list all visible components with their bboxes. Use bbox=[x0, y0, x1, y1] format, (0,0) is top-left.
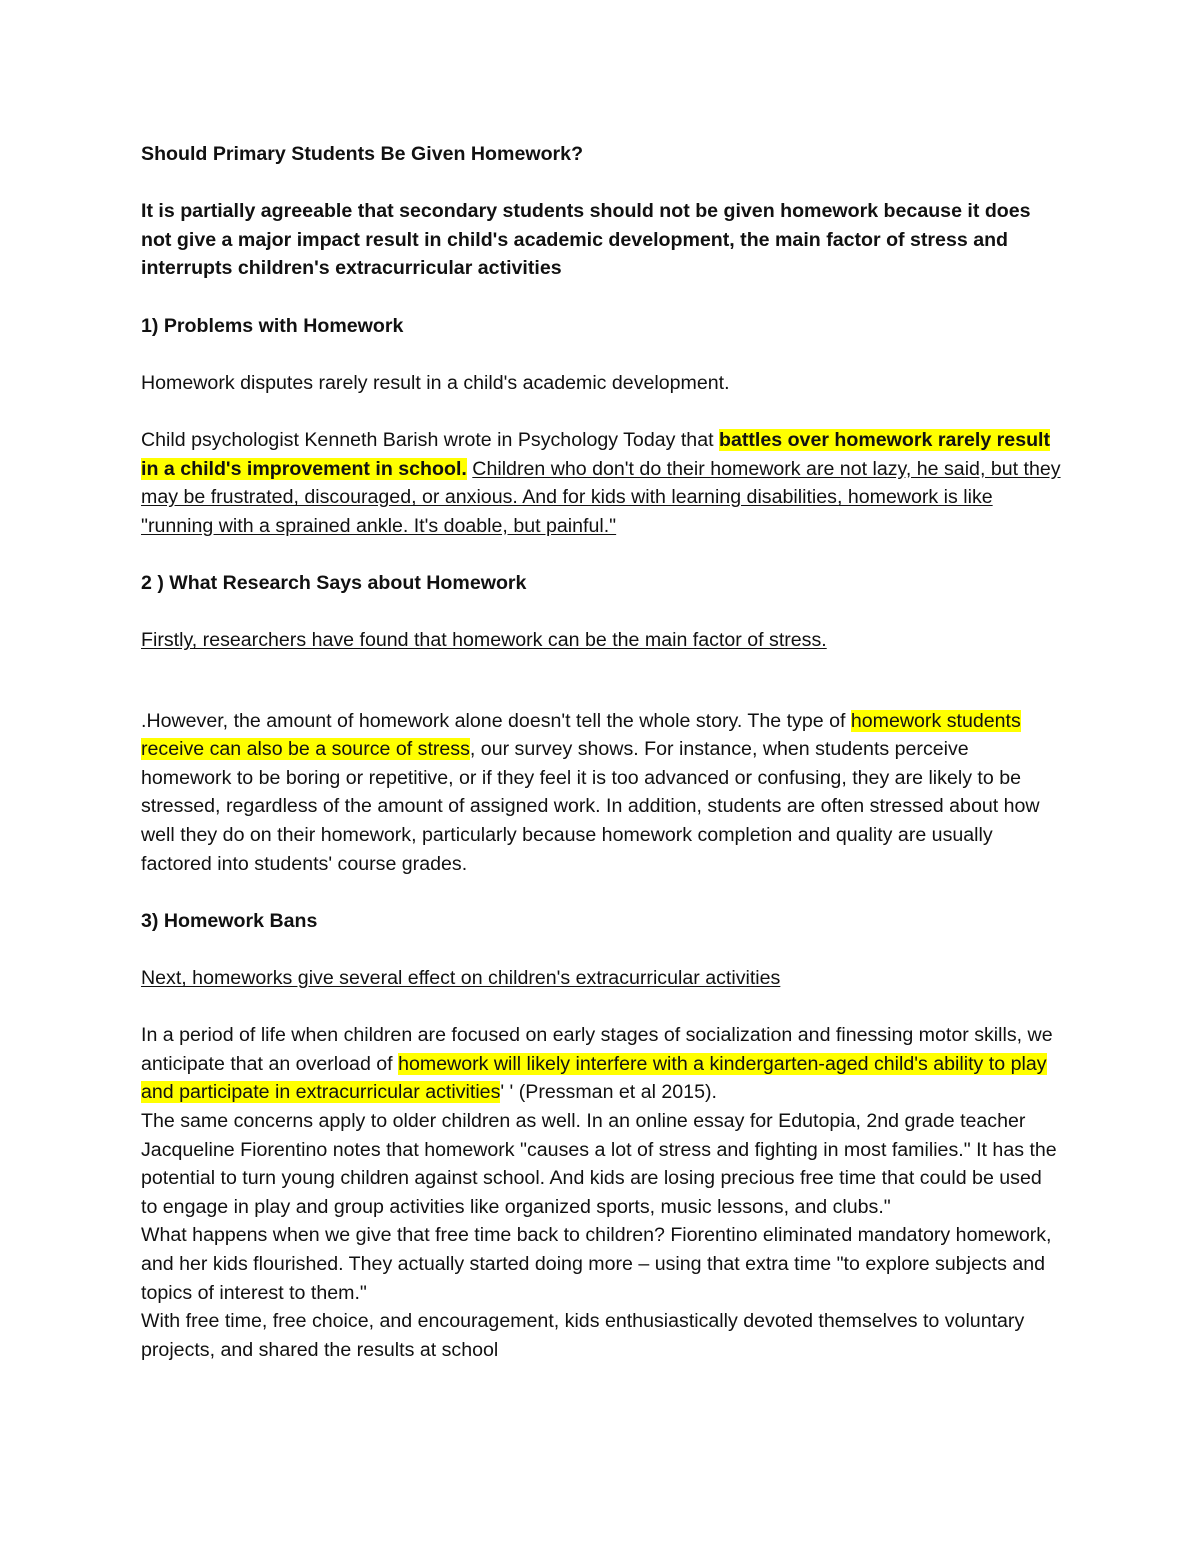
section-heading-problems: 1) Problems with Homework bbox=[141, 314, 404, 337]
section1-underlined: Children who don't do their homework are not lazy, he said, but they may be frustrated, discouraged, or anxious. And for kids with learning disabilities, homework is like "running with a sprained ankle. It's doable, but painful." bbox=[141, 457, 1061, 537]
section3-highlight: homework will likely interfere with a kindergarten-aged child's ability to play and participate in extracurricular activities bbox=[141, 1052, 1047, 1104]
section2-highlight: homework students receive can also be a source of stress bbox=[141, 709, 1021, 761]
section3-lead: Next, homeworks give several effect on children's extracurricular activities bbox=[141, 967, 781, 990]
section3-paragraph-2: The same concerns apply to older children as well. In an online essay for Edutopia, 2nd grade teacher Jacqueline Fiorentino notes that homework "causes a lot of stress and fighting in most families." It has the potential to turn young children against school. And kids are losing precious free time that could be used to engage in play and group activities like organized sports, music lessons, and clubs." bbox=[141, 1110, 1057, 1218]
section-heading-research: 2 ) What Research Says about Homework bbox=[141, 571, 527, 594]
section1-paragraph bbox=[141, 426, 1061, 540]
section2-text-after: , our survey shows. For instance, when students perceive homework to be boring or repetitive, or if they feel it is too advanced or confusing, they are likely to be stressed, regardless of the amount of assigned work. In addition, students are often stressed about how well they do on their homework, particularly because homework completion and quality are usually factored into students' course grades. bbox=[141, 738, 1040, 875]
section1-text: Child psychologist Kenneth Barish wrote in Psychology Today that bbox=[141, 428, 719, 451]
section3-paragraph-3: What happens when we give that free time back to children? Fiorentino eliminated mandatory homework, and her kids flourished. They actually started doing more – using that extra time "to explore subjects and topics of interest to them." bbox=[141, 1224, 1052, 1304]
document-body bbox=[141, 140, 1061, 1364]
section2-lead: Firstly, researchers have found that homework can be the main factor of stress. bbox=[141, 629, 827, 652]
section2-text-before: .However, the amount of homework alone doesn't tell the whole story. The type of bbox=[141, 709, 851, 732]
section3-paragraph-4: With free time, free choice, and encouragement, kids enthusiastically devoted themselves to voluntary projects, and shared the results at school bbox=[141, 1310, 1025, 1361]
section1-highlight: battles over homework rarely result in a child's improvement in school. bbox=[141, 428, 1051, 480]
section2-paragraph bbox=[141, 707, 1061, 879]
section3-text-after: ' ' (Pressman et al 2015). bbox=[500, 1081, 717, 1104]
thesis-statement: It is partially agreeable that secondary students should not be given homework because it does not give a major impact result in child's academic development, the main factor of stress and interrupts children's extracurricular activities bbox=[141, 200, 1031, 280]
section3-text-before: In a period of life when children are focused on early stages of socialization and finessing motor skills, we anticipate that an overload of bbox=[141, 1024, 1053, 1075]
section-heading-bans: 3) Homework Bans bbox=[141, 909, 318, 932]
section1-lead: Homework disputes rarely result in a child's academic development. bbox=[141, 371, 730, 394]
section3-paragraph-1 bbox=[141, 1021, 1061, 1107]
document-title: Should Primary Students Be Given Homework? bbox=[141, 143, 584, 165]
